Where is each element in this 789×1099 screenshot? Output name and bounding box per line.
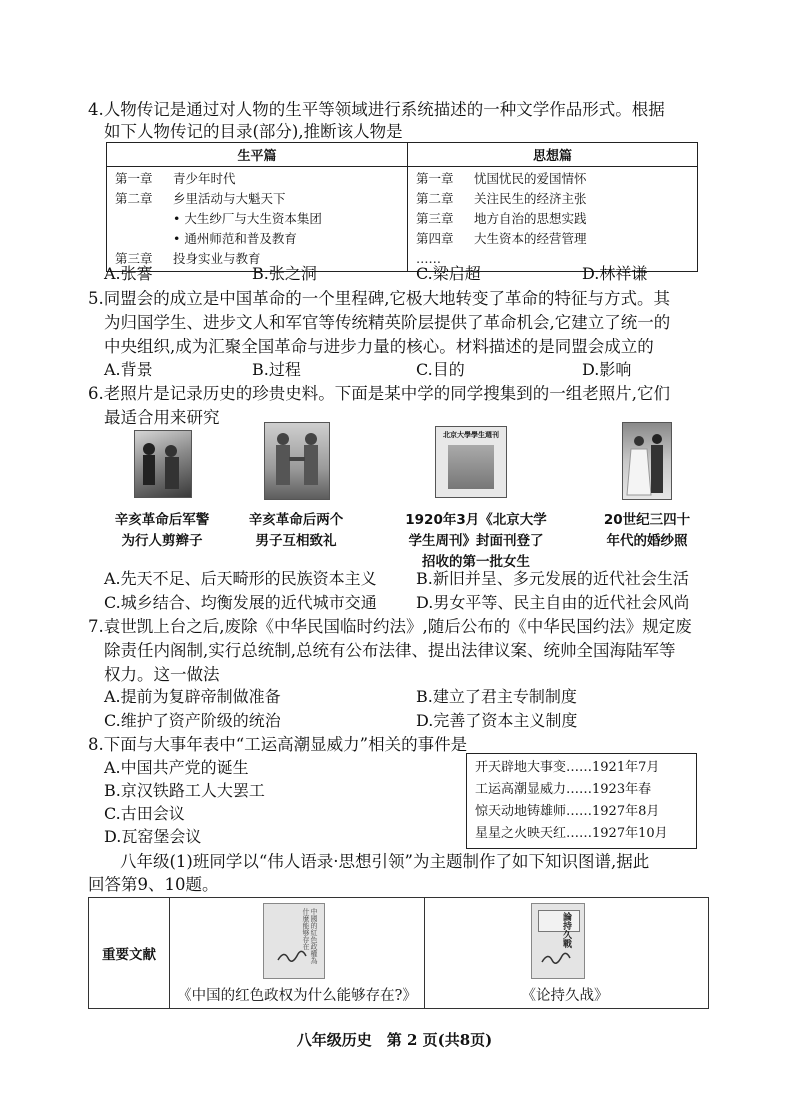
list-item: 第二章 关注民生的经济主张: [416, 191, 587, 206]
doc2-title: 《论持久战》: [521, 988, 609, 1004]
people-silhouette-icon: [135, 431, 191, 497]
q7-stem-line3: 权力。这一做法: [104, 665, 220, 684]
q8-option-a: A.中国共产党的诞生: [104, 758, 249, 777]
q5-option-d: D.影响: [582, 360, 632, 379]
list-item: • 通州师范和普及教育: [173, 231, 297, 246]
book-cover-protracted-war: [531, 903, 585, 979]
newspaper-photo: [448, 445, 494, 489]
q7-option-b: B.建立了君主专制制度: [416, 687, 577, 706]
biography-table: [106, 142, 698, 272]
list-item: 第一章 青少年时代: [115, 171, 236, 186]
q7-option-c: C.维护了资产阶级的统治: [104, 711, 281, 730]
couple-icon: [623, 423, 671, 499]
q8-option-c: C.古田会议: [104, 804, 185, 823]
q5-option-c: C.目的: [416, 360, 465, 379]
book-cover-title: 論持久戰: [561, 912, 571, 948]
q5-option-b: B.过程: [252, 360, 301, 379]
book-cover-red-regime: [263, 903, 325, 979]
q4-stem-line1: 4.人物传记是通过对人物的生平等领域进行系统描述的一种文学作品形式。根据: [88, 100, 665, 119]
list-item: 第三章 投身实业与教育: [115, 251, 261, 266]
events-timeline: [466, 753, 697, 849]
q5-stem-line2: 为归国学生、进步文人和军官等传统精英阶层提供了革命机会,它建立了统一的: [104, 313, 671, 332]
table-header-thought: 思想篇: [408, 143, 698, 167]
signature-icon: [532, 904, 584, 978]
q6-option-c: C.城乡结合、均衡发展的近代城市交通: [104, 593, 377, 612]
doc1-title: 《中国的红色政权为什么能够存在?》: [177, 988, 417, 1004]
book-cover-title: 中國的紅色政權為什麼能够存在: [302, 908, 318, 964]
q4-stem-line2: 如下人物传记的目录(部分),推断该人物是: [104, 122, 403, 141]
newspaper-title: 北京大學學生週刊: [443, 430, 499, 439]
q5-option-a: A.背景: [104, 360, 153, 379]
signature-icon: [264, 904, 324, 978]
list-item: 第四章 大生资本的经营管理: [416, 231, 587, 246]
photo-newspaper-cover: [435, 426, 507, 498]
q7-option-d: D.完善了资本主义制度: [416, 711, 578, 730]
list-item: ……: [416, 251, 441, 266]
page-footer: 八年级历史 第 2 页(共8页): [296, 1031, 493, 1049]
q8-option-d: D.瓦窑堡会议: [104, 827, 202, 846]
table-header-life: 生平篇: [107, 143, 408, 167]
q7-stem-line2: 除责任内阁制,实行总统制,总统有公布法律、提出法律议案、统帅全国海陆军等: [104, 641, 676, 660]
photo-caption-1: 辛亥革命后军警 为行人剪辫子: [114, 512, 210, 549]
q6-stem-line1: 6.老照片是记录历史的珍贵史料。下面是某中学的同学搜集到的一组老照片,它们: [88, 384, 670, 403]
q5-stem-line1: 5.同盟会的成立是中国革命的一个里程碑,它极大地转变了革命的特征与方式。其: [88, 289, 670, 308]
q6-option-b: B.新旧并呈、多元发展的近代社会生活: [416, 569, 689, 588]
thought-chapters: [408, 167, 698, 272]
photo-caption-2: 辛亥革命后两个 男子互相致礼: [248, 512, 344, 549]
row-label-documents: 重要文献: [89, 898, 170, 1009]
photo-two-men-greeting: [264, 422, 330, 500]
q4-option-b: B.张之洞: [252, 264, 317, 283]
q4-option-d: D.林祥谦: [582, 264, 648, 283]
q4-option-a: A.张謇: [104, 264, 153, 283]
photo-caption-3: 1920年3月《北京大学 学生周刊》封面刊登了 招收的第一批女生: [405, 512, 547, 570]
photo-queue-cutting: [134, 430, 192, 498]
timeline-item: 惊天动地铸雄师……1927年8月: [475, 804, 660, 819]
q5-stem-line3: 中央组织,成为汇聚全国革命与进步力量的核心。材料描述的是同盟会成立的: [104, 337, 654, 356]
timeline-item: 工运高潮显威力……1923年春: [475, 782, 652, 797]
q4-option-c: C.梁启超: [416, 264, 481, 283]
q6-stem-line2: 最适合用来研究: [104, 408, 220, 427]
q7-option-a: A.提前为复辟帝制做准备: [104, 687, 281, 706]
two-men-icon: [265, 423, 329, 499]
q6-option-d: D.男女平等、民主自由的近代社会风尚: [416, 593, 690, 612]
list-item: • 大生纱厂与大生资本集团: [173, 211, 322, 226]
intro-9-10-line2: 回答第9、10题。: [88, 875, 219, 894]
list-item: 第二章 乡里活动与大魁天下: [115, 191, 286, 206]
intro-9-10-line1: 八年级(1)班同学以“伟人语录·思想引领”为主题制作了如下知识图谱,据此: [120, 852, 650, 871]
timeline-item: 开天辟地大事变……1921年7月: [475, 760, 660, 775]
q8-stem: 8.下面与大事年表中“工运高潮显威力”相关的事件是: [88, 735, 468, 754]
q8-option-b: B.京汉铁路工人大罢工: [104, 781, 265, 800]
q6-option-a: A.先天不足、后天畸形的民族资本主义: [104, 569, 377, 588]
photo-caption-4: 20世纪三四十 年代的婚纱照: [603, 512, 691, 549]
life-chapters: [107, 167, 408, 272]
timeline-item: 星星之火映天红……1927年10月: [475, 826, 668, 841]
list-item: 第一章 忧国忧民的爱国情怀: [416, 171, 587, 186]
list-item: 第三章 地方自治的思想实践: [416, 211, 587, 226]
photo-wedding: [622, 422, 672, 500]
q7-stem-line1: 7.袁世凯上台之后,废除《中华民国临时约法》,随后公布的《中华民国约法》规定废: [88, 617, 692, 636]
